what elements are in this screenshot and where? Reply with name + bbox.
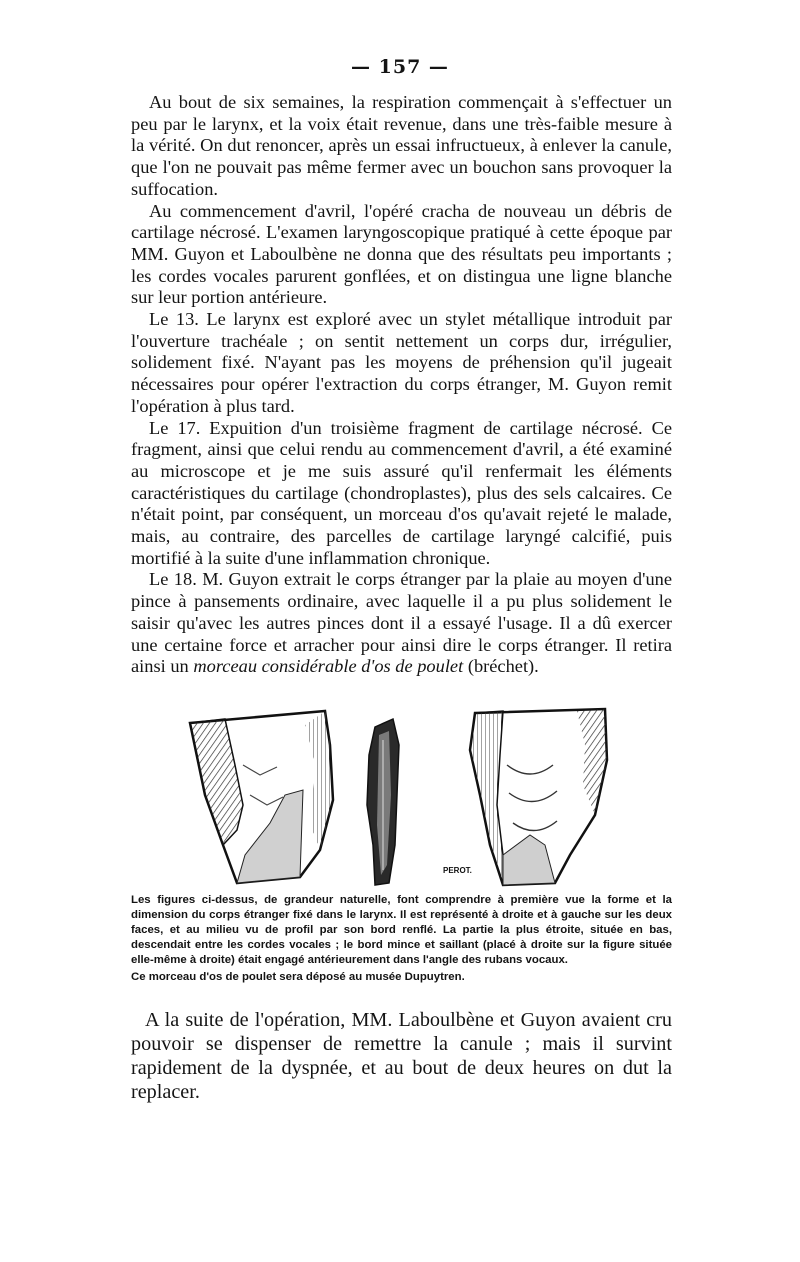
paragraph: Au bout de six semaines, la respiration commençait à s'effectuer un peu par le larynx, et la voix était revenue, dans une très-faible mesure à la vérité. On dut renoncer, après un essai infructueux, à enlever la canule, que l'on ne pouvait pas même fermer avec un bouchon sans provoquer la suffocation. [131, 92, 672, 199]
fragment-right-view [470, 709, 607, 885]
fragment-profile-view [367, 719, 399, 885]
body-text [131, 92, 672, 678]
figure-caption [131, 893, 672, 985]
paragraph [131, 569, 672, 678]
paragraph-text: Le 18. M. Guyon extrait le corps étranger par la plaie au moyen d'une pince à pansements ordinaire, avec laquelle il a pu plus solidement le saisir qu'avec les autres pinces dont il a essayé l'usage. Il a dû exercer une certaine force et arracher pour ainsi dire le corps étranger. Il retira ainsi un [131, 569, 672, 677]
page-number: — 157 — [351, 56, 449, 78]
fragment-left-view [190, 711, 333, 883]
caption-note: Ce morceau d'os de poulet sera déposé au musée Dupuytren. [131, 971, 465, 983]
bone-fragment-figure [185, 705, 615, 887]
paragraph: Le 13. Le larynx est exploré avec un stylet métallique introduit par l'ouverture trachéale ; on sentit nettement un corps dur, irrégulier, solidement fixé. N'ayant pas les moyens de préhension qu'il jugeait nécessaires pour opérer l'extraction du corps étranger, M. Guyon remit l'opération à plus tard. [131, 309, 672, 416]
paragraph-tail: (bréchet). [463, 656, 539, 677]
paragraph: Au commencement d'avril, l'opéré cracha de nouveau un débris de cartilage nécrosé. L'examen laryngoscopique pratiqué à cette époque par MM. Guyon et Laboulbène ne donna que des résultats peu importants ; les cordes vocales parurent gonflées, et on distingua une ligne blanche sur leur portion antérieure. [131, 200, 672, 308]
paragraph: A la suite de l'opération, MM. Laboulbène et Guyon avaient cru pouvoir se dispenser de remettre la canule ; mais il survint rapidement de la dyspnée, et au bout de deux heures on dut la replacer. [131, 1009, 672, 1103]
emphasized-text: morceau considérable d'os de poulet [193, 656, 464, 677]
engraver-signature: PEROT. [443, 866, 472, 875]
caption-text: Les figures ci-dessus, de grandeur naturelle, font comprendre à première vue la forme et la dimension du corps étranger fixé dans le larynx. Il est représenté à droite et à gauche sur les deux faces, et au milieu vu de profil par son bord renflé. La partie la plus étroite, située en bas, descendait entre les cordes vocales ; le bord mince et saillant (placé à droite sur la figure située elle-même à droite) était engagé antérieurement dans l'angle des rubans vocaux. [131, 894, 672, 966]
paragraph: Le 17. Expuition d'un troisième fragment de cartilage nécrosé. Ce fragment, ainsi que celui rendu au commencement d'avril, a été examiné au microscope et je me suis assuré qu'il renfermait les éléments caractéristiques du cartilage (chondroplastes), plus des sels calcaires. Ce n'était point, par conséquent, un morceau d'os qu'avait rejeté le malade, mais, au contraire, des parcelles de cartilage laryngé calcifié, puis mortifié à la suite d'une inflammation chronique. [131, 417, 672, 568]
closing-text [131, 1008, 672, 1104]
